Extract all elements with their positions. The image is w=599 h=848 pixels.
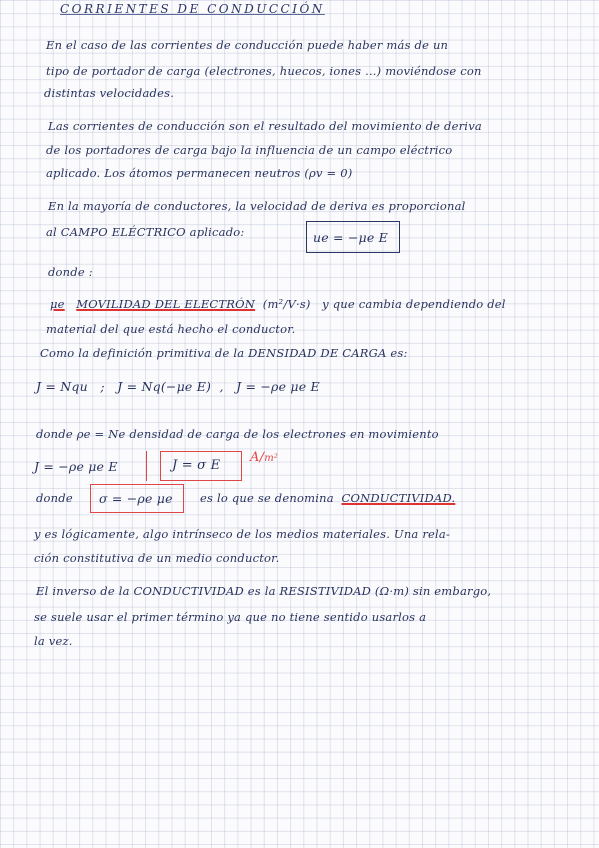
mobility-line [50,297,506,311]
conductivity-line [200,491,455,505]
ohm-law-formula: J = σ E [172,458,221,473]
mobility-symbol: μe [50,297,65,311]
page-title: CORRIENTES DE CONDUCCIÓN [60,2,325,16]
paragraph5-line2: se suele usar el primer término ya que no tiene sentido usarlos a [34,610,427,624]
separator-line [146,451,147,481]
paragraph3-line2: al CAMPO ELÉCTRICO aplicado: [46,225,245,239]
conductivity-formula: σ = −ρe μe [99,491,173,506]
conductivity-rest: es lo que se denomina [200,491,334,505]
paragraph1-line1: En el caso de las corrientes de conducción puede haber más de un [46,38,449,52]
paragraph3-line1: En la mayoría de conductores, la velocidad de deriva es proporcional [48,199,466,213]
paragraph2-line3: aplicado. Los átomos permanecen neutros (ρv = 0) [46,166,353,180]
unit-numerator: A [250,450,260,465]
charge-density-line: Como la definición primitiva de la DENSIDAD DE CARGA es: [40,346,408,360]
paragraph4-line2: ción constitutiva de un medio conductor. [34,551,280,565]
paragraph4-line1: y es lógicamente, algo intrínseco de los medios materiales. Una rela- [34,527,451,541]
mobility-line2: material del que está hecho el conductor. [46,322,296,336]
conductivity-term: CONDUCTIVIDAD. [341,491,456,505]
conductivity-prefix: donde [36,491,73,505]
paragraph1-line3: distintas velocidades. [44,86,175,100]
equation-3: J = −ρe μe E [236,379,320,394]
mobility-units: (m²/V·s) [262,297,311,311]
electron-density-line: donde ρe = Ne densidad de carga de los electrones en movimiento [36,427,439,441]
current-equations: J = Nqu ; J = Nq(−μe E) , J = −ρe μe E [36,379,320,394]
paragraph5-line3: la vez. [34,634,73,648]
unit-denominator: m² [264,453,279,464]
equation-2: J = Nq(−μe E) [117,379,212,394]
drift-velocity-formula: ue = −μe E [313,230,388,245]
paragraph5-line1: El inverso de la CONDUCTIVIDAD es la RESISTIVIDAD (Ω·m) sin embargo, [36,584,492,598]
paragraph2-line2: de los portadores de carga bajo la influencia de un campo eléctrico [46,143,453,157]
mobility-rest: y que cambia dependiendo del [322,297,506,311]
equation-1: J = Nqu [36,379,88,394]
paragraph2-line1: Las corrientes de conducción son el resultado del movimiento de deriva [48,119,482,133]
ohm-law-units: A/m² [250,450,279,465]
donde-label: donde : [48,265,93,279]
mobility-label: MOVILIDAD DEL ELECTRÓN [76,297,256,311]
paragraph1-line2: tipo de portador de carga (electrones, huecos, iones ...) moviéndose con [46,64,482,78]
ohm-left-equation: J = −ρe μe E [34,459,118,474]
